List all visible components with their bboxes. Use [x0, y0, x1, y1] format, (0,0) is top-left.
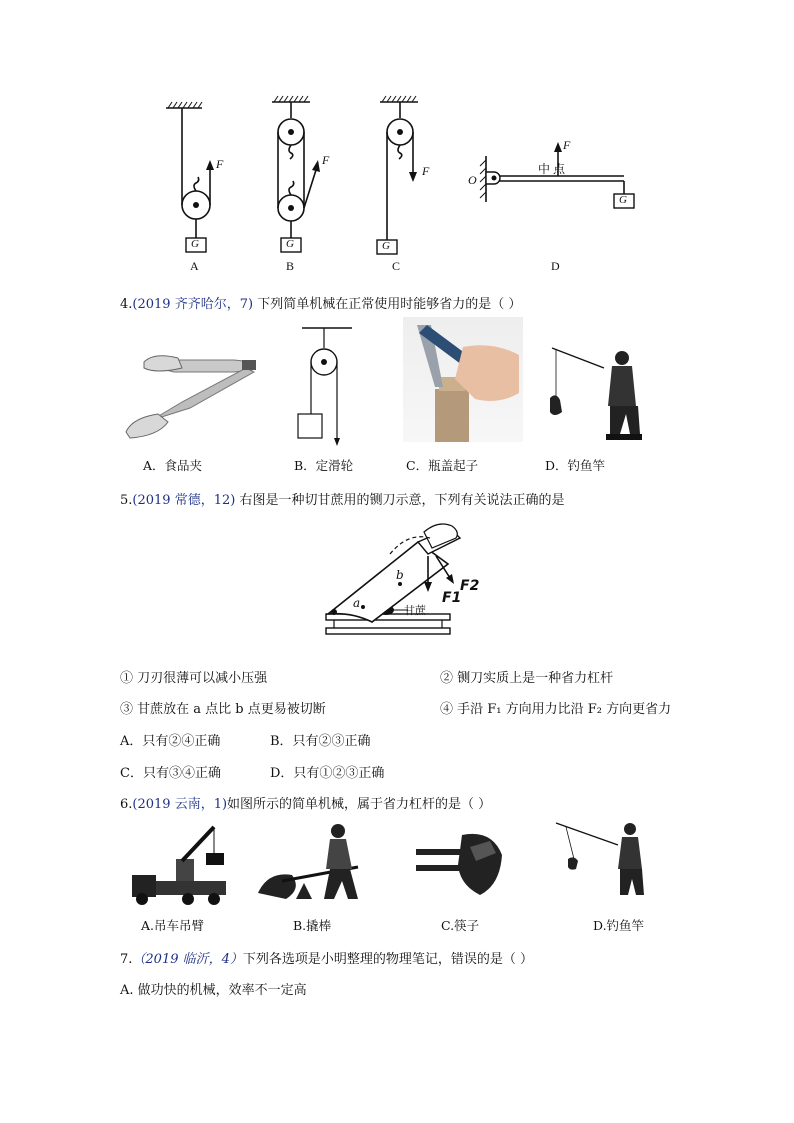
pulley-a-diagram [0, 0, 794, 280]
midpoint-label: 中 点 [538, 162, 566, 176]
point-b-label: b [396, 568, 404, 582]
question-7-stem [120, 948, 533, 967]
question-4-choice-b[interactable]: B．定滑轮 [294, 458, 354, 473]
pivot-label: O [468, 173, 477, 187]
option-label-d: D [551, 259, 560, 273]
weight-label-c: G [382, 240, 390, 252]
question-number: 5. [120, 493, 133, 508]
question-5-choice-a[interactable]: A．只有②④正确 [120, 734, 221, 749]
question-number: 4. [120, 297, 133, 312]
question-6-choice-c[interactable]: C.筷子 [441, 918, 480, 933]
question-6-images [0, 815, 794, 915]
question-6-choice-d[interactable]: D.钓鱼竿 [593, 918, 645, 933]
fishing-rod-image-2 [552, 819, 652, 909]
force-label-a: F [216, 157, 224, 171]
question-4-choice-a[interactable]: A．食品夹 [143, 458, 203, 473]
question-5-choice-d[interactable]: D．只有①②③正确 [270, 766, 385, 781]
question-6-choice-b[interactable]: B.撬棒 [293, 918, 332, 933]
question-5-choice-b[interactable]: B．只有②③正确 [270, 734, 371, 749]
guillotine-figure [320, 516, 490, 650]
force-label-c: F [422, 164, 430, 178]
question-4-images [0, 310, 794, 450]
question-source: (2019 常德，12) [132, 493, 236, 508]
crane-truck-image [128, 823, 248, 913]
weight-label-b: G [286, 238, 294, 250]
force-f2-label: F2 [460, 578, 480, 594]
option-label-c: C [392, 259, 401, 273]
point-a-label: a [353, 596, 361, 610]
force-f1-label: F1 [442, 590, 462, 606]
question-4-choice-c[interactable]: C．瓶盖起子 [406, 458, 479, 473]
question-number: 6. [120, 797, 133, 812]
question-6-choice-a[interactable]: A.吊车吊臂 [141, 918, 205, 933]
force-label-b: F [322, 153, 330, 167]
question-source: （2019 临沂，4） [132, 952, 243, 967]
question-5-statement-3: ③ 甘蔗放在 a 点比 b 点更易被切断 [120, 702, 326, 717]
question-5-statement-1: ① 刀刃很薄可以减小压强 [120, 671, 268, 686]
sugarcane-label: 甘蔗 [404, 604, 426, 617]
chopsticks-image [412, 827, 512, 917]
question-number: 7. [120, 952, 133, 967]
question-5-statement-4: ④ 手沿 F₁ 方向用力比沿 F₂ 方向更省力 [440, 702, 672, 717]
question-5-stem [120, 489, 564, 508]
bottle-opener-image [403, 317, 523, 442]
question-5-statement-2: ② 铡刀实质上是一种省力杠杆 [440, 671, 614, 686]
question-source: (2019 齐齐哈尔，7) [132, 297, 254, 312]
option-label-a: A [190, 259, 199, 273]
pulley-figure [0, 0, 794, 280]
pry-bar-image [252, 821, 382, 911]
fishing-rod-image [548, 342, 648, 452]
weight-label-d: G [619, 194, 627, 206]
question-source: (2019 云南，1) [132, 797, 228, 812]
question-6-stem [120, 793, 491, 812]
question-text: 下列简单机械在正常使用时能够省力的是（ ） [257, 297, 522, 312]
force-label-d: F [563, 138, 571, 152]
question-4-choice-d[interactable]: D．钓鱼竿 [545, 458, 606, 473]
weight-label-a: G [191, 238, 199, 250]
question-5-choice-c[interactable]: C．只有③④正确 [120, 766, 221, 781]
question-text: 如图所示的简单机械，属于省力杠杆的是（ ） [227, 797, 492, 812]
option-label-b: B [286, 259, 295, 273]
question-text: 下列各选项是小明整理的物理笔记，错误的是（ ） [242, 952, 534, 967]
food-tongs-image [122, 348, 262, 448]
question-7-choice-a[interactable]: A. 做功快的机械，效率不一定高 [120, 983, 307, 998]
fixed-pulley-image [290, 322, 370, 452]
question-text: 右图是一种切甘蔗用的铡刀示意，下列有关说法正确的是 [239, 493, 565, 508]
